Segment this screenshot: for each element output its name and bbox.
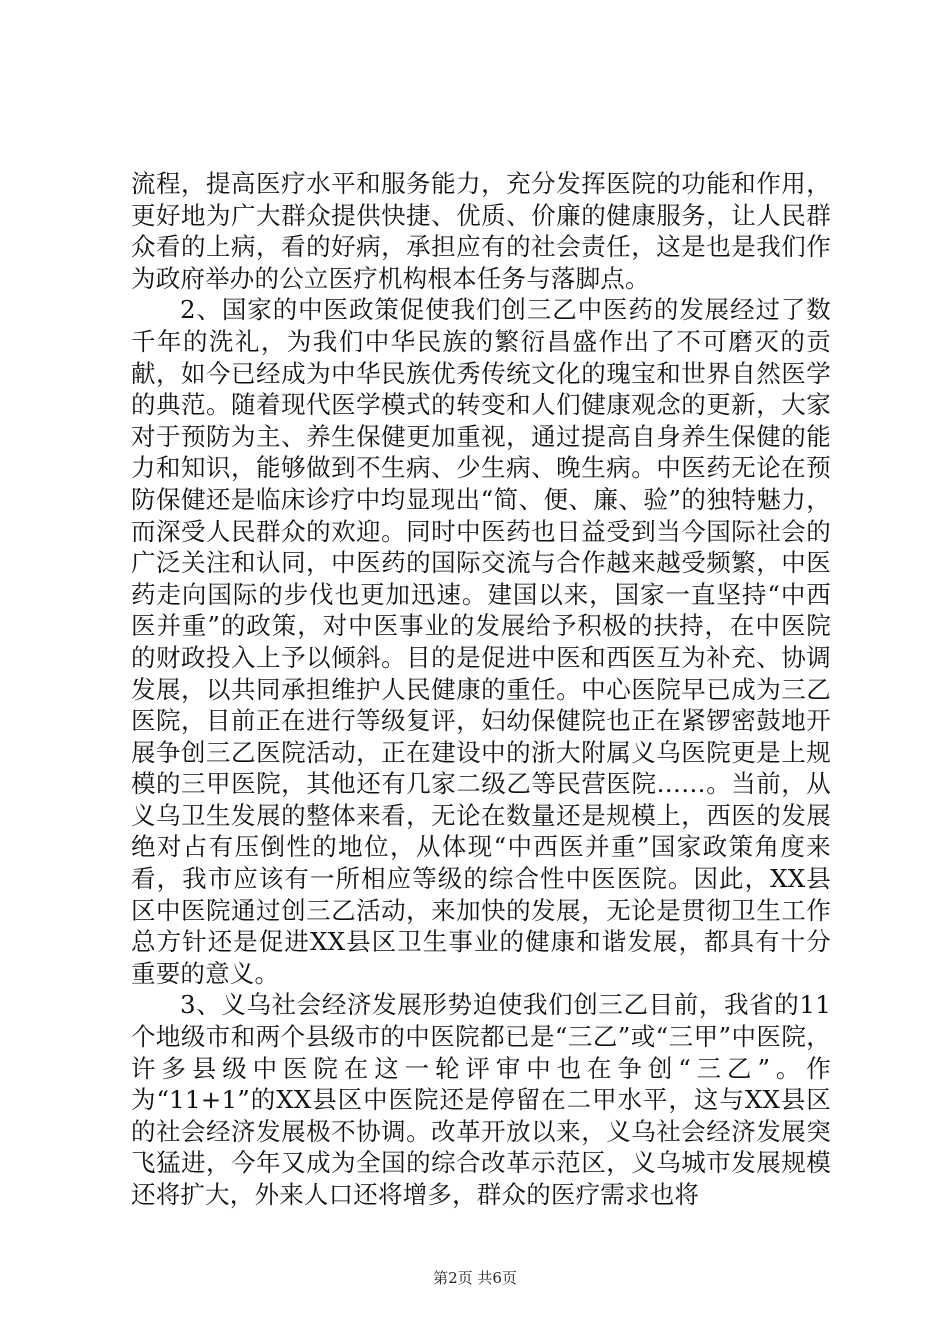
paragraph-2: 2、国家的中医政策促使我们创三乙中医药的发展经过了数千年的洗礼，为我们中华民族的繁衍昌盛作出了不可磨灭的贡献，如今已经成为中华民族优秀传统文化的瑰宝和世界自然医学的典范。随着现代医学模式的转变和人们健康观念的更新，大家对于预防为主、养生保健更加重视，通过提高自身养生保健的能力和知识，能够做到不生病、少生病、晚生病。中医药无论在预防保健还是临床诊疗中均显现出“简、便、廉、验”的独特魅力，而深受人民群众的欢迎。同时中医药也日益受到当今国际社会的广泛关注和认同，中医药的国际交流与合作越来越受频繁，中医药走向国际的步伐也更加迅速。建国以来，国家一直坚持“中西医并重”的政策，对中医事业的发展给予积极的扶持，在中医院的财政投入上予以倾斜。目的是促进中医和西医互为补充、协调发展，以共同承担维护人民健康的重任。中心医院早已成为三乙医院，目前正在进行等级复评，妇幼保健院也正在紧锣密鼓地开展争创三乙医院活动，正在建设中的浙大附属义乌医院更是上规模的三甲医院，其他还有几家二级乙等民营医院……。当前，从义乌卫生发展的整体来看，无论在数量还是规模上，西医的发展绝对占有压倒性的地位，从体现“中西医并重”国家政策角度来看，我市应该有一所相应等级的综合性中医医院。因此，XX县区中医院通过创三乙活动，来加快的发展，无论是贯彻卫生工作总方针还是促进XX县区卫生事业的健康和谐发展，都具有十分重要的意义。	[131, 295, 831, 988]
paragraph-1: 流程，提高医疗水平和服务能力，充分发挥医院的功能和作用，更好地为广大群众提供快捷、优质、价廉的健康服务，让人民群众看的上病，看的好病，承担应有的社会责任，这是也是我们作为政府举办的公立医疗机构根本任务与落脚点。	[131, 169, 831, 293]
page-footer	[0, 1268, 950, 1288]
page-number: 第2页 共6页	[433, 1269, 517, 1287]
document-body	[131, 168, 831, 1211]
paragraph-3: 3、义乌社会经济发展形势迫使我们创三乙目前，我省的11个地级市和两个县级市的中医院都已是“三乙”或“三甲”中医院，许多县级中医院在这一轮评审中也在争创“三乙”。作为“11+1”的XX县区中医院还是停留在二甲水平，这与XX县区的社会经济发展极不协调。改革开放以来，义乌社会经济发展突飞猛进，今年又成为全国的综合改革示范区，义乌城市发展规模还将扩大，外来人口还将增多，群众的医疗需求也将	[131, 990, 831, 1209]
